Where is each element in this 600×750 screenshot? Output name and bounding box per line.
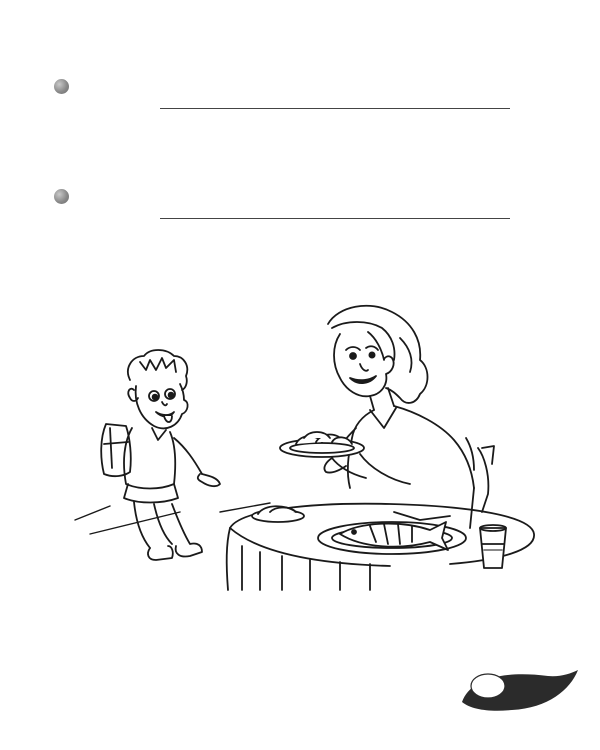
answer-line (160, 108, 510, 109)
plate-with-pies (280, 432, 364, 457)
answer-line (160, 218, 510, 219)
task-2 (78, 186, 514, 223)
boy-and-woman-with-pies-illustration (70, 298, 540, 594)
bullet-icon (54, 79, 69, 94)
task-1 (78, 76, 514, 113)
woman-figure (324, 306, 494, 528)
bullet-icon (54, 189, 69, 204)
task-1-answer (78, 93, 514, 113)
boy-figure (101, 350, 220, 560)
table (227, 504, 534, 590)
top-ornament-border (0, 30, 600, 64)
page-number-badge (471, 674, 505, 698)
task-2-answer (78, 203, 514, 223)
bottom-ornament-border (0, 662, 600, 718)
